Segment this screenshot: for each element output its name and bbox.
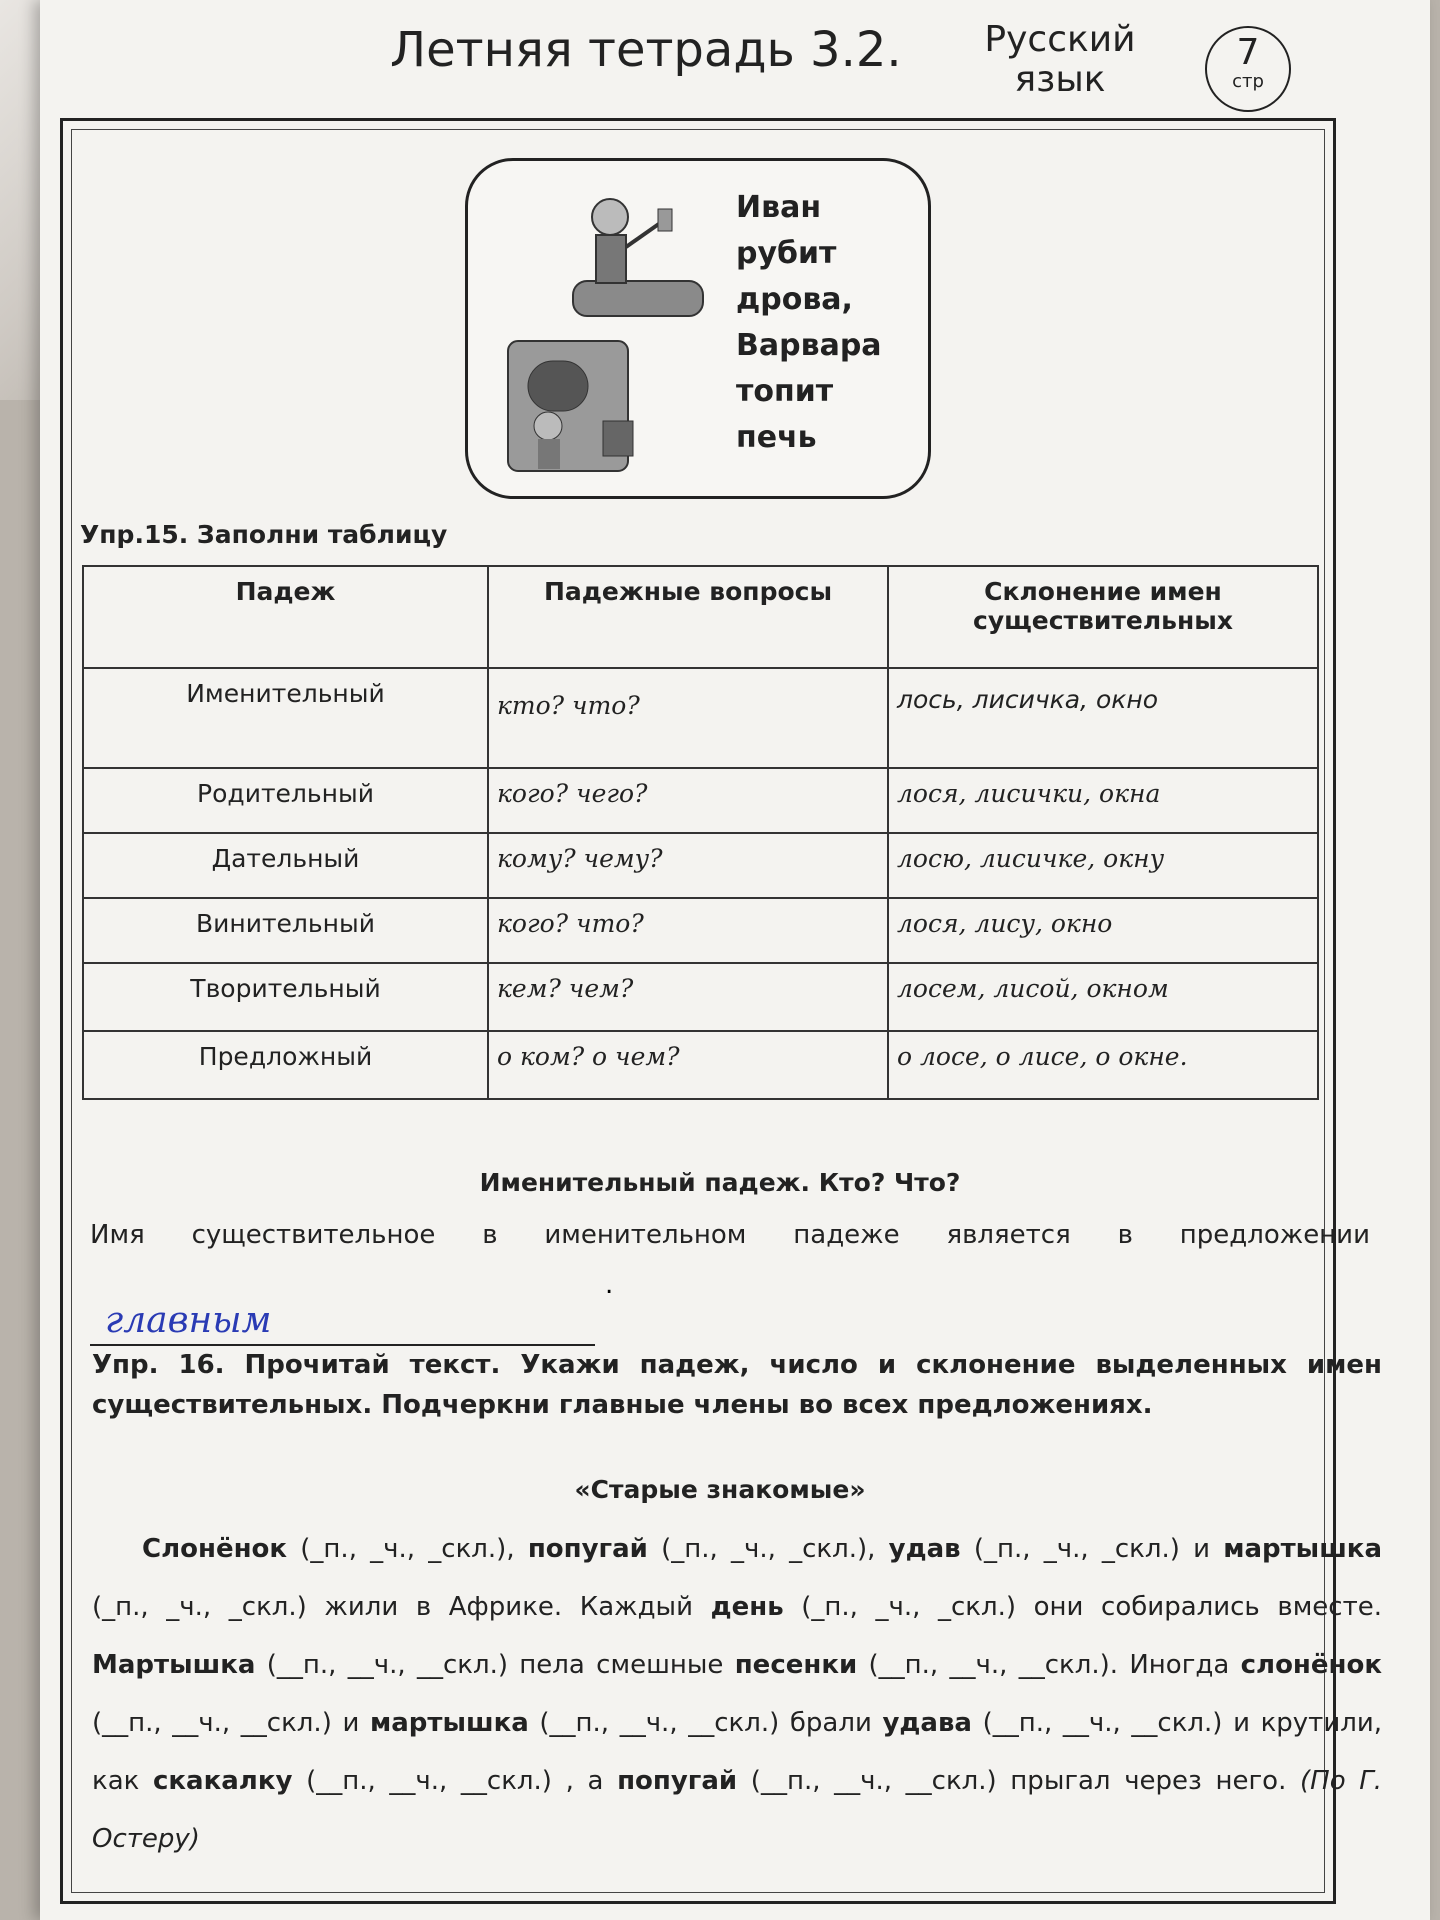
declension-handwritten: лося, лису, окно [888, 898, 1318, 963]
illustration-card [465, 158, 931, 499]
table-row [83, 668, 1318, 768]
subject-label: Русский язык [984, 19, 1136, 100]
case-name: Именительный [83, 668, 488, 768]
case-questions-handwritten: кого? что? [488, 898, 888, 963]
story-text: Слонёнок (_п., _ч., _скл.), попугай (_п., _ч., _скл.), удав (_п., _ч., _скл.) и мартышка (_п., _ч., _скл.) жили в Африке. Каждый день (_п., _ч., _скл.) они собирались вместе. Мартышка (__п., __ч., __скл.) пела смешные песенки (__п., __ч., __скл.). Иногда слонёнок (__п., __ч., __скл.) и мартышка (__п., __ч., __скл.) брали удава (__п., __ч., __скл.) и крутили, как скакалку (__п., __ч., __скл.) , а попугай (__п., __ч., __скл.) прыгал через него. (По Г. Остеру) [92, 1534, 1383, 1854]
case-name: Предложный [83, 1031, 488, 1099]
header-case: Падеж [83, 566, 488, 668]
nominative-section-title: Именительный падеж. Кто? Что? [479, 1168, 961, 1197]
case-name: Винительный [83, 898, 488, 963]
header-questions: Падежные вопросы [488, 566, 888, 668]
cases-table [82, 565, 1319, 1100]
case-questions-handwritten: кто? что? [488, 668, 888, 768]
answer-blank [90, 1300, 595, 1346]
table-row [83, 768, 1318, 833]
page-number-badge: 7 стр [1205, 26, 1291, 112]
case-questions-handwritten: кем? чем? [488, 963, 888, 1031]
sentence-period: . [605, 1270, 614, 1300]
table-row [83, 898, 1318, 963]
table-row [83, 963, 1318, 1031]
declension-handwritten: лося, лисички, окна [888, 768, 1318, 833]
case-name: Родительный [83, 768, 488, 833]
story-title: «Старые знакомые» [574, 1475, 866, 1504]
declension-handwritten: лосем, лисой, окном [888, 963, 1318, 1031]
woodcutter-stove-drawing [498, 181, 728, 481]
case-questions-handwritten: кому? чему? [488, 833, 888, 898]
answer-handwritten: главным [105, 1300, 272, 1341]
page-title: Летняя тетрадь 3.2. [390, 22, 902, 78]
declension-handwritten: о лосе, о лисе, о окне. [888, 1031, 1318, 1099]
case-questions-handwritten: о ком? о чем? [488, 1031, 888, 1099]
declension-example: лось, лисичка, окно [888, 668, 1318, 768]
exercise-16-title: Упр. 16. Прочитай текст. Укажи падеж, число и склонение выделенных имен существительных. Подчеркни главные члены во всех предложениях. [92, 1350, 1382, 1420]
table-row [83, 833, 1318, 898]
declension-handwritten: лосю, лисичке, окну [888, 833, 1318, 898]
case-name: Дательный [83, 833, 488, 898]
table-header-row [83, 566, 1318, 668]
illustration-caption: Иван рубит дрова, Варвара топит печь [736, 190, 882, 455]
case-questions-handwritten: кого? чего? [488, 768, 888, 833]
table-row [83, 1031, 1318, 1099]
nominative-sentence: Имя существительное в именительном падеже является в предложении [90, 1220, 1370, 1250]
case-name: Творительный [83, 963, 488, 1031]
exercise-15-title: Упр.15. Заполни таблицу [80, 520, 448, 549]
header-declension: Склонение имен существительных [888, 566, 1318, 668]
